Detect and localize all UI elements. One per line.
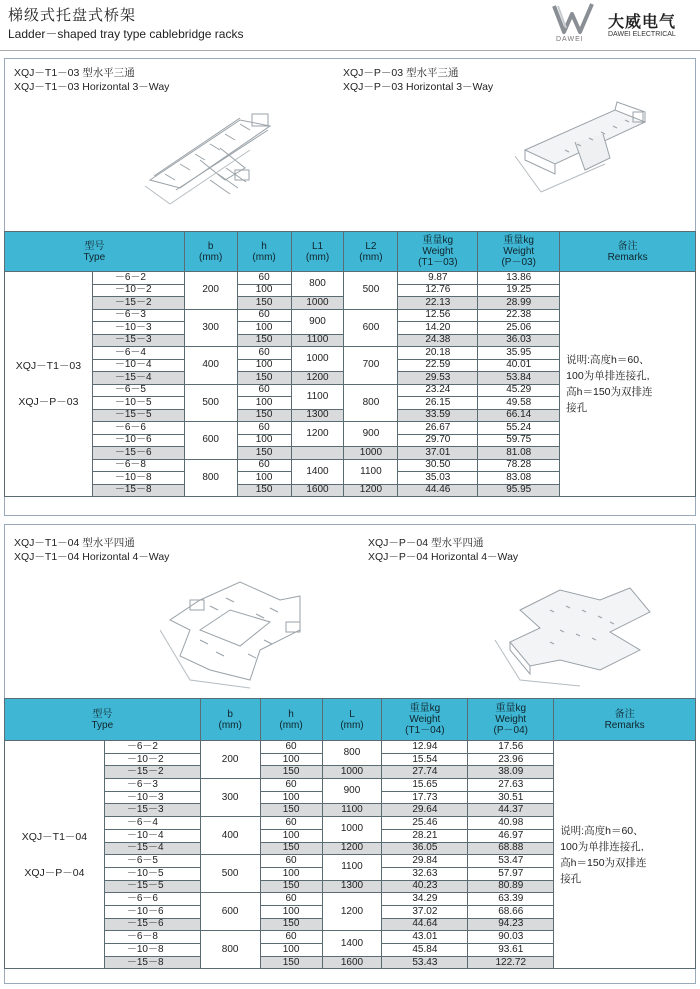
h-cell: 150 — [260, 842, 322, 855]
weight-p-cell: 80.89 — [468, 880, 554, 893]
weight-t1-cell: 27.74 — [382, 766, 468, 779]
weight-t1-cell: 12.76 — [398, 284, 478, 297]
remark-line: 高h＝150为双排连 — [566, 386, 653, 398]
l2-cell: 600 — [344, 309, 398, 347]
l2-cell: 1100 — [344, 459, 398, 484]
h-cell: 60 — [237, 347, 291, 360]
caption-p-04 — [368, 536, 518, 564]
caption-line: XQJ－P－04 型水平四通 — [368, 537, 484, 549]
l-cell: 1200 — [322, 842, 382, 855]
caption-line: XQJ－T1－04 Horizontal 4－Way — [14, 551, 170, 563]
code-cell: －6－2 — [92, 272, 184, 285]
col-type: 型号 Type — [5, 232, 185, 272]
code-cell: －15－8 — [92, 484, 184, 497]
weight-p-cell: 17.56 — [468, 741, 554, 754]
l1-cell: 1100 — [291, 334, 344, 347]
h-cell: 100 — [237, 284, 291, 297]
code-cell: －10－4 — [92, 359, 184, 372]
l1-cell: 1000 — [291, 347, 344, 372]
code-cell: －15－6 — [92, 447, 184, 460]
l2-cell: 800 — [344, 384, 398, 422]
code-cell: －15－4 — [92, 372, 184, 385]
remark-line: 高h＝150为双排连 — [560, 856, 647, 869]
b-cell: 800 — [200, 931, 260, 969]
code-cell: －10－3 — [92, 322, 184, 335]
weight-t1-cell: 22.59 — [398, 359, 478, 372]
code-cell: －6－4 — [92, 347, 184, 360]
remark-line: 说明:高度h＝60、 — [560, 824, 644, 837]
weight-t1-cell: 29.84 — [382, 855, 468, 868]
col-weight-t1: 重量kg Weight (T1－04) — [382, 699, 468, 741]
l-cell: 1000 — [322, 766, 382, 779]
weight-t1-cell: 32.63 — [382, 867, 468, 880]
weight-p-cell: 95.95 — [478, 484, 560, 497]
h-cell: 150 — [260, 918, 322, 931]
weight-p-cell: 63.39 — [468, 893, 554, 906]
weight-t1-cell: 30.50 — [398, 459, 478, 472]
h-cell: 150 — [237, 484, 291, 497]
l1-cell: 800 — [291, 272, 344, 297]
h-cell: 100 — [237, 397, 291, 410]
code-cell: －6－3 — [104, 779, 200, 792]
h-cell: 100 — [237, 359, 291, 372]
remark-line: 100为单排连接孔, — [560, 840, 644, 853]
h-cell: 100 — [260, 944, 322, 957]
caption-t1-03 — [14, 66, 169, 94]
weight-p-cell: 122.72 — [468, 956, 554, 969]
weight-p-cell: 83.08 — [478, 472, 560, 485]
weight-p-cell: 45.29 — [478, 384, 560, 397]
code-cell: －15－8 — [104, 956, 200, 969]
weight-t1-cell: 33.59 — [398, 409, 478, 422]
caption-line: XQJ－T1－04 型水平四通 — [14, 537, 135, 549]
code-cell: －6－4 — [104, 817, 200, 830]
weight-t1-cell: 35.03 — [398, 472, 478, 485]
weight-t1-cell: 29.64 — [382, 804, 468, 817]
h-cell: 150 — [260, 880, 322, 893]
b-cell: 800 — [184, 459, 237, 497]
l1-cell: 1000 — [291, 297, 344, 310]
b-cell: 200 — [200, 741, 260, 779]
type-cell — [5, 272, 93, 497]
weight-t1-cell: 53.43 — [382, 956, 468, 969]
code-cell: －6－8 — [92, 459, 184, 472]
weight-t1-cell: 26.67 — [398, 422, 478, 435]
remark-line: 说明:高度h＝60、 — [566, 354, 650, 366]
spec-table-4way — [4, 698, 696, 969]
remarks-cell — [554, 741, 696, 969]
weight-t1-cell: 34.29 — [382, 893, 468, 906]
h-cell: 150 — [260, 766, 322, 779]
weight-t1-cell: 29.53 — [398, 372, 478, 385]
code-cell: －10－2 — [92, 284, 184, 297]
code-cell: －15－6 — [104, 918, 200, 931]
l-cell: 1100 — [322, 804, 382, 817]
weight-t1-cell: 36.05 — [382, 842, 468, 855]
brand-mark: DAWEI — [556, 36, 584, 43]
l1-cell: 1300 — [291, 409, 344, 422]
caption-line: XQJ－P－03 型水平三通 — [343, 67, 459, 79]
b-cell: 400 — [184, 347, 237, 385]
code-cell: －6－5 — [104, 855, 200, 868]
l1-cell: 900 — [291, 309, 344, 334]
remark-line: 100为单排连接孔, — [566, 370, 650, 382]
remark-line: 接孔 — [566, 402, 588, 414]
h-cell: 60 — [260, 893, 322, 906]
col-type: 型号 Type — [5, 699, 201, 741]
h-cell: 100 — [260, 829, 322, 842]
code-cell: －6－6 — [92, 422, 184, 435]
code-cell: －10－6 — [92, 434, 184, 447]
col-h: h (mm) — [260, 699, 322, 741]
l-cell: 1100 — [322, 855, 382, 880]
type-line: XQJ－T1－04 — [21, 830, 88, 843]
brand-name-cn: 大威电气 — [608, 14, 677, 31]
weight-t1-cell: 15.65 — [382, 779, 468, 792]
caption-line: XQJ－T1－03 型水平三通 — [14, 67, 135, 79]
weight-t1-cell: 44.64 — [382, 918, 468, 931]
type-cell — [5, 741, 105, 969]
h-cell: 60 — [260, 817, 322, 830]
b-cell: 600 — [184, 422, 237, 460]
weight-p-cell: 38.09 — [468, 766, 554, 779]
code-cell: －15－3 — [104, 804, 200, 817]
b-cell: 400 — [200, 817, 260, 855]
weight-p-cell: 68.66 — [468, 905, 554, 918]
h-cell: 100 — [260, 905, 322, 918]
weight-p-cell: 59.75 — [478, 434, 560, 447]
l1-cell — [291, 447, 344, 460]
weight-t1-cell: 20.18 — [398, 347, 478, 360]
brand-logo — [550, 2, 695, 44]
caption-p-03 — [343, 66, 493, 94]
h-cell: 100 — [260, 867, 322, 880]
l2-cell: 700 — [344, 347, 398, 385]
caption-t1-04 — [14, 536, 169, 564]
h-cell: 150 — [237, 409, 291, 422]
weight-p-cell: 22.38 — [478, 309, 560, 322]
code-cell: －15－4 — [104, 842, 200, 855]
l1-cell: 1400 — [291, 459, 344, 484]
weight-p-cell: 66.14 — [478, 409, 560, 422]
col-h: h (mm) — [237, 232, 291, 272]
code-cell: －6－2 — [104, 741, 200, 754]
weight-p-cell: 40.98 — [468, 817, 554, 830]
l2-cell: 1200 — [344, 484, 398, 497]
weight-t1-cell: 26.15 — [398, 397, 478, 410]
weight-t1-cell: 17.73 — [382, 791, 468, 804]
b-cell: 200 — [184, 272, 237, 310]
weight-t1-cell: 12.56 — [398, 309, 478, 322]
weight-t1-cell: 40.23 — [382, 880, 468, 893]
col-weight-p: 重量kg Weight (P－04) — [468, 699, 554, 741]
weight-t1-cell: 24.38 — [398, 334, 478, 347]
h-cell: 60 — [237, 459, 291, 472]
caption-line: XQJ－P－04 Horizontal 4－Way — [368, 551, 519, 563]
code-cell: －15－2 — [104, 766, 200, 779]
h-cell: 100 — [260, 791, 322, 804]
weight-t1-cell: 37.01 — [398, 447, 478, 460]
h-cell: 60 — [237, 309, 291, 322]
code-cell: －15－5 — [92, 409, 184, 422]
h-cell: 100 — [237, 434, 291, 447]
weight-p-cell: 90.03 — [468, 931, 554, 944]
h-cell: 100 — [237, 472, 291, 485]
h-cell: 150 — [260, 804, 322, 817]
code-cell: －6－3 — [92, 309, 184, 322]
type-line: XQJ－P－04 — [24, 866, 85, 879]
b-cell: 300 — [184, 309, 237, 347]
weight-t1-cell: 37.02 — [382, 905, 468, 918]
code-cell: －15－2 — [92, 297, 184, 310]
h-cell: 60 — [237, 384, 291, 397]
tray-3way-drawing — [505, 100, 655, 210]
weight-p-cell: 55.24 — [478, 422, 560, 435]
weight-t1-cell: 23.24 — [398, 384, 478, 397]
weight-p-cell: 23.96 — [468, 753, 554, 766]
code-cell: －10－2 — [104, 753, 200, 766]
col-l2: L2 (mm) — [344, 232, 398, 272]
h-cell: 150 — [237, 447, 291, 460]
weight-p-cell: 28.99 — [478, 297, 560, 310]
l-cell: 1000 — [322, 817, 382, 842]
code-cell: －6－5 — [92, 384, 184, 397]
weight-p-cell: 30.51 — [468, 791, 554, 804]
weight-p-cell: 40.01 — [478, 359, 560, 372]
h-cell: 150 — [237, 297, 291, 310]
weight-t1-cell: 43.01 — [382, 931, 468, 944]
l-cell: 1200 — [322, 893, 382, 931]
col-weight-t1: 重量kg Weight (T1－03) — [398, 232, 478, 272]
col-remarks: 备注 Remarks — [560, 232, 696, 272]
h-cell: 60 — [237, 272, 291, 285]
code-cell: －15－5 — [104, 880, 200, 893]
weight-p-cell: 44.37 — [468, 804, 554, 817]
code-cell: －10－5 — [104, 867, 200, 880]
weight-t1-cell: 15.54 — [382, 753, 468, 766]
h-cell: 100 — [237, 322, 291, 335]
ladder-3way-drawing — [140, 100, 290, 210]
code-cell: －10－8 — [92, 472, 184, 485]
table-row — [5, 741, 696, 754]
b-cell: 500 — [200, 855, 260, 893]
code-cell: －10－4 — [104, 829, 200, 842]
col-b: b (mm) — [184, 232, 237, 272]
b-cell: 600 — [200, 893, 260, 931]
l-cell: 1600 — [322, 956, 382, 969]
h-cell: 150 — [237, 372, 291, 385]
l-cell: 900 — [322, 779, 382, 804]
tray-4way-drawing — [490, 570, 660, 690]
weight-t1-cell: 14.20 — [398, 322, 478, 335]
weight-p-cell: 13.86 — [478, 272, 560, 285]
l-cell: 800 — [322, 741, 382, 766]
weight-p-cell: 49.58 — [478, 397, 560, 410]
weight-p-cell: 25.06 — [478, 322, 560, 335]
weight-t1-cell: 44.46 — [398, 484, 478, 497]
l-cell: 1300 — [322, 880, 382, 893]
page-title-en: Ladder－shaped tray type cablebridge racks — [8, 27, 244, 41]
type-line: XQJ－T1－03 — [15, 360, 82, 372]
col-l: L (mm) — [322, 699, 382, 741]
type-line: XQJ－P－03 — [18, 396, 79, 408]
table-row — [5, 272, 696, 285]
weight-t1-cell: 25.46 — [382, 817, 468, 830]
spec-table-3way — [4, 231, 696, 497]
header-divider — [0, 50, 700, 51]
code-cell: －10－8 — [104, 944, 200, 957]
page-title-cn: 梯级式托盘式桥架 — [8, 7, 137, 24]
col-remarks: 备注 Remarks — [554, 699, 696, 741]
l2-cell: 1000 — [344, 447, 398, 460]
l1-cell: 1600 — [291, 484, 344, 497]
weight-p-cell: 93.61 — [468, 944, 554, 957]
code-cell: －10－6 — [104, 905, 200, 918]
caption-line: XQJ－T1－03 Horizontal 3－Way — [14, 81, 170, 93]
weight-p-cell: 68.88 — [468, 842, 554, 855]
weight-t1-cell: 29.70 — [398, 434, 478, 447]
code-cell: －10－3 — [104, 791, 200, 804]
weight-t1-cell: 12.94 — [382, 741, 468, 754]
col-l1: L1 (mm) — [291, 232, 344, 272]
weight-p-cell: 94.23 — [468, 918, 554, 931]
h-cell: 100 — [260, 753, 322, 766]
weight-p-cell: 53.84 — [478, 372, 560, 385]
code-cell: －15－3 — [92, 334, 184, 347]
caption-line: XQJ－P－03 Horizontal 3－Way — [343, 81, 494, 93]
weight-p-cell: 81.08 — [478, 447, 560, 460]
weight-p-cell: 78.28 — [478, 459, 560, 472]
weight-p-cell: 19.25 — [478, 284, 560, 297]
h-cell: 60 — [260, 741, 322, 754]
col-weight-p: 重量kg Weight (P－03) — [478, 232, 560, 272]
l1-cell: 1200 — [291, 422, 344, 447]
weight-t1-cell: 28.21 — [382, 829, 468, 842]
col-b: b (mm) — [200, 699, 260, 741]
brand-name-en: DAWEI ELECTRICAL — [608, 31, 676, 38]
h-cell: 60 — [260, 779, 322, 792]
l2-cell: 900 — [344, 422, 398, 447]
weight-p-cell: 36.03 — [478, 334, 560, 347]
h-cell: 60 — [237, 422, 291, 435]
weight-p-cell: 27.63 — [468, 779, 554, 792]
weight-p-cell: 53.47 — [468, 855, 554, 868]
h-cell: 150 — [237, 334, 291, 347]
weight-t1-cell: 9.87 — [398, 272, 478, 285]
weight-p-cell: 57.97 — [468, 867, 554, 880]
code-cell: －6－6 — [104, 893, 200, 906]
ladder-4way-drawing — [160, 570, 320, 690]
remarks-cell — [560, 272, 696, 497]
dawei-logo-icon — [550, 2, 598, 40]
l1-cell: 1100 — [291, 384, 344, 409]
h-cell: 60 — [260, 931, 322, 944]
remark-line: 接孔 — [560, 872, 582, 885]
l2-cell: 500 — [344, 272, 398, 310]
h-cell: 150 — [260, 956, 322, 969]
code-cell: －6－8 — [104, 931, 200, 944]
weight-p-cell: 46.97 — [468, 829, 554, 842]
weight-t1-cell: 45.84 — [382, 944, 468, 957]
b-cell: 500 — [184, 384, 237, 422]
code-cell: －10－5 — [92, 397, 184, 410]
h-cell: 60 — [260, 855, 322, 868]
b-cell: 300 — [200, 779, 260, 817]
weight-p-cell: 35.95 — [478, 347, 560, 360]
weight-t1-cell: 22.13 — [398, 297, 478, 310]
l-cell: 1400 — [322, 931, 382, 956]
l1-cell: 1200 — [291, 372, 344, 385]
